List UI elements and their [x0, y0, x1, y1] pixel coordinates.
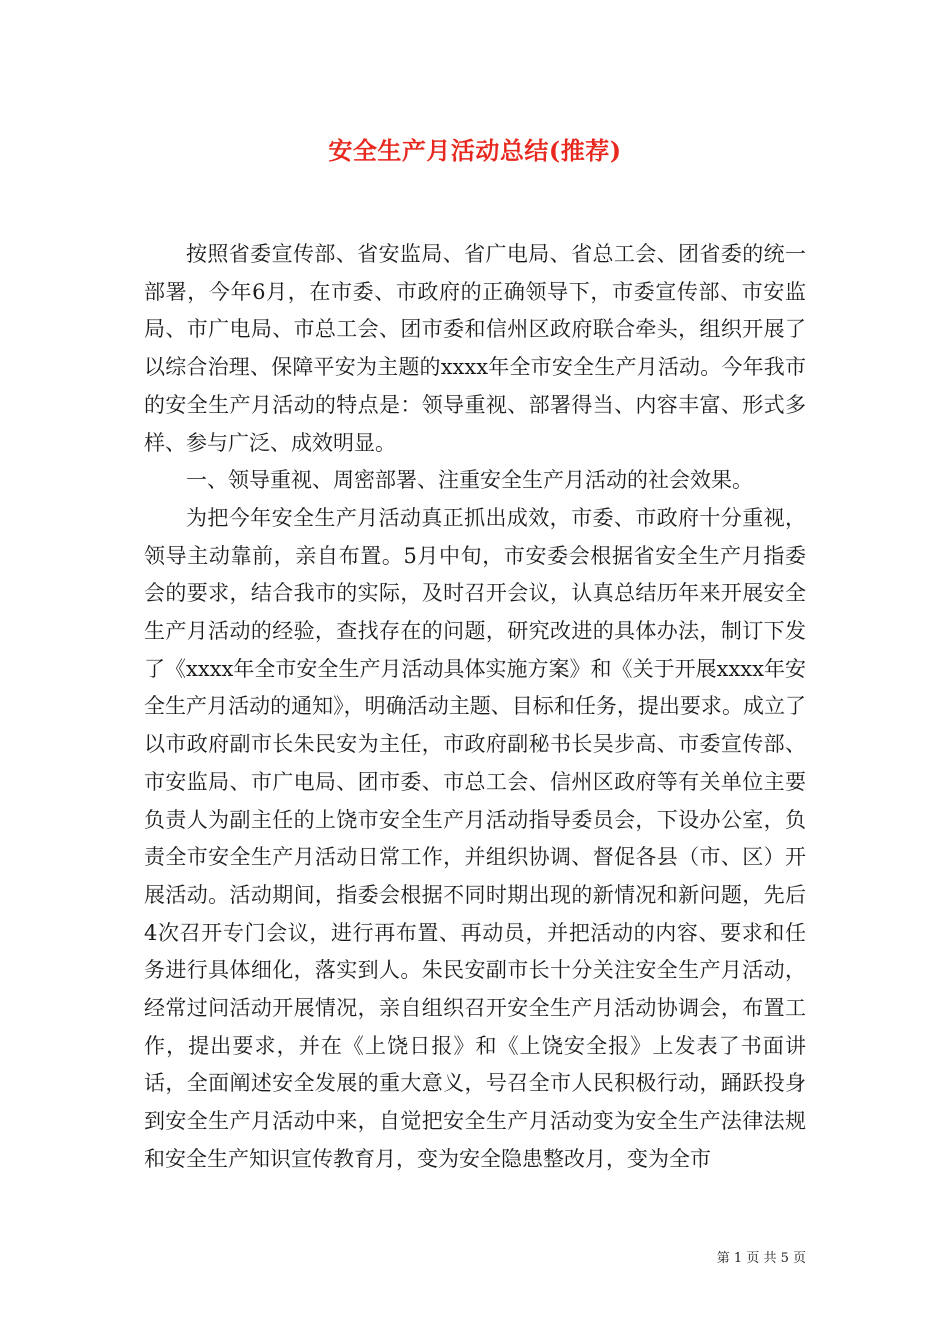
paragraph-section-1: 为把今年安全生产月活动真正抓出成效，市委、市政府十分重视，领导主动靠前，亲自布置。5月中旬，市安委会根据省安全生产月指委会的要求，结合我市的实际，及时召开会议，认真总结历年来开展安全生产月活动的经验，查找存在的问题，研究改进的具体办法，制订下发了《xxxx年全市安全生产月活动具体实施方案》和《关于开展xxxx年安全生产月活动的通知》，明确活动主题、目标和任务，提出要求。成立了以市政府副市长朱民安为主任，市政府副秘书长吴步高、市委宣传部、市安监局、市广电局、团市委、市总工会、信州区政府等有关单位主要负责人为副主任的上饶市安全生产月活动指导委员会，下设办公室，负责全市安全生产月活动日常工作，并组织协调、督促各县（市、区）开展活动。活动期间，指委会根据不同时期出现的新情况和新问题，先后4次召开专门会议，进行再布置、再动员，并把活动的内容、要求和任务进行具体细化，落实到人。朱民安副市长十分关注安全生产月活动，经常过问活动开展情况，亲自组织召开安全生产月活动协调会，布置工作，提出要求，并在《上饶日报》和《上饶安全报》上发表了书面讲话，全面阐述安全发展的重大意义，号召全市人民积极行动，踊跃投身到安全生产月活动中来，自觉把安全生产月活动变为安全生产法律法规和安全生产知识宣传教育月，变为安全隐患整改月，变为全市 — [144, 505, 806, 1171]
paragraph-intro: 按照省委宣传部、省安监局、省广电局、省总工会、团省委的统一部署，今年6月，在市委、市政府的正确领导下，市委宣传部、市安监局、市广电局、市总工会、团市委和信州区政府联合牵头，组织开展了以综合治理、保障平安为主题的xxxx年全市安全生产月活动。今年我市的安全生产月活动的特点是：领导重视、部署得当、内容丰富、形式多样、参与广泛、成效明显。 — [144, 242, 806, 455]
section-heading-1: 一、领导重视、周密部署、注重安全生产月活动的社会效果。 — [186, 468, 753, 493]
document-body — [144, 236, 806, 1179]
page-number-footer: 第 1 页 共 5 页 — [716, 1251, 806, 1266]
document-title: 安全生产月活动总结(推荐) — [328, 136, 622, 165]
